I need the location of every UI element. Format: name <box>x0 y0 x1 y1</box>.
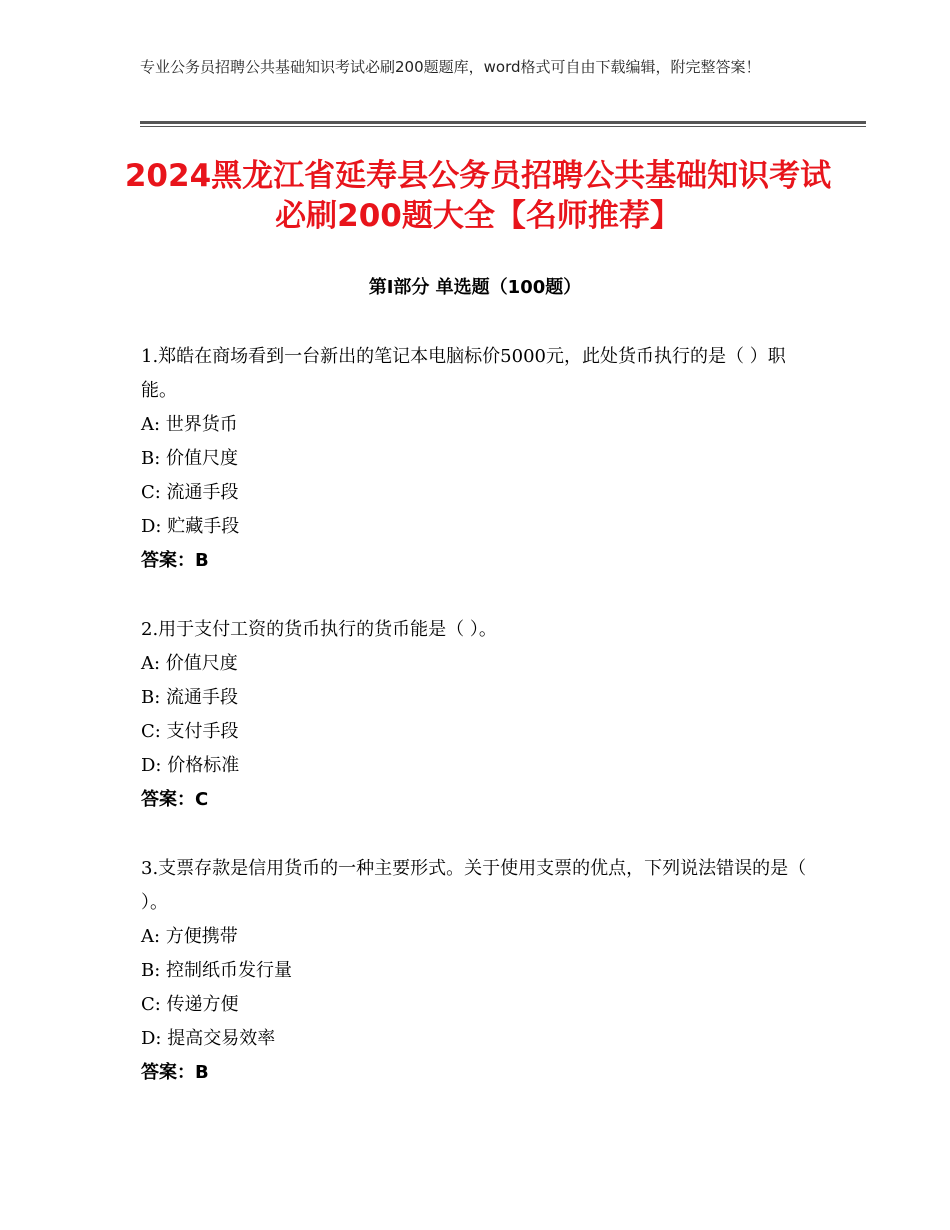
option-d: D: 价格标准 <box>141 755 240 776</box>
question-stem: 3.支票存款是信用货币的一种主要形式。关于使用支票的优点，下列说法错误的是（ ）。 <box>141 858 807 913</box>
option-a: A: 方便携带 <box>141 926 238 947</box>
question-stem: 2.用于支付工资的货币执行的货币能是（ ）。 <box>141 619 497 640</box>
option-c: C: 支付手段 <box>141 721 239 742</box>
question-block <box>141 613 821 817</box>
option-c: C: 传递方便 <box>141 994 239 1015</box>
option-d: D: 提高交易效率 <box>141 1028 276 1049</box>
question-stem: 1.郑皓在商场看到一台新出的笔记本电脑标价5000元，此处货币执行的是（ ）职能。 <box>141 346 786 401</box>
header-note: 专业公务员招聘公共基础知识考试必刷200题题库，word格式可自由下载编辑，附完整答案！ <box>140 58 761 76</box>
option-a: A: 世界货币 <box>141 414 238 435</box>
header-divider-thin <box>140 126 866 127</box>
section-title: 第Ⅰ部分 单选题（100题） <box>368 277 582 298</box>
option-b: B: 流通手段 <box>141 687 239 708</box>
option-b: B: 价值尺度 <box>141 448 239 469</box>
question-block <box>141 852 821 1090</box>
answer-line: 答案：C <box>141 789 209 810</box>
option-d: D: 贮藏手段 <box>141 516 240 537</box>
option-b: B: 控制纸币发行量 <box>141 960 293 981</box>
answer-line: 答案：B <box>141 1062 209 1083</box>
document-title: 2024黑龙江省延寿县公务员招聘公共基础知识考试必刷200题大全【名师推荐】 <box>124 158 832 234</box>
answer-line: 答案：B <box>141 550 209 571</box>
header-divider-thick <box>140 121 866 124</box>
option-a: A: 价值尺度 <box>141 653 238 674</box>
question-block <box>141 340 821 578</box>
option-c: C: 流通手段 <box>141 482 239 503</box>
